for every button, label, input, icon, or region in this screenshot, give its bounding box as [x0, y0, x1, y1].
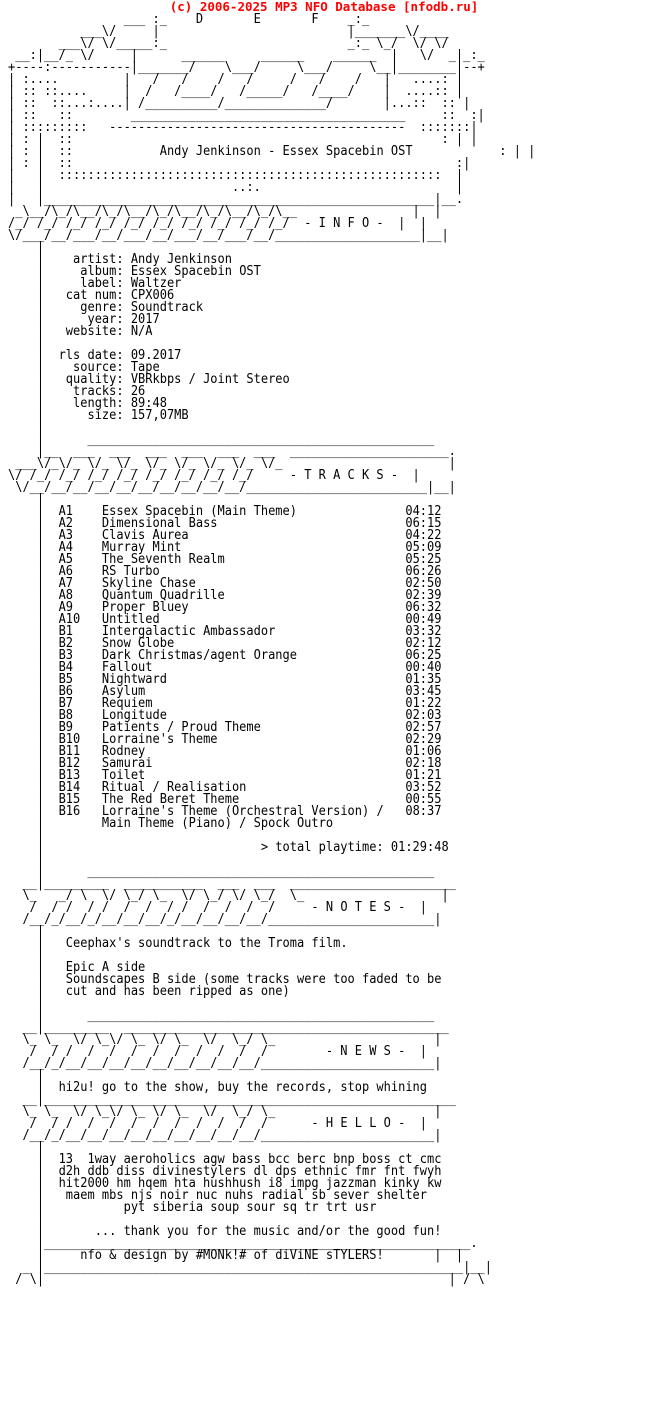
track-number: B13	[58, 768, 102, 783]
track-title: The Red Beret Theme	[101, 792, 406, 807]
track-time: 02:39	[405, 588, 442, 603]
track-time: 06:15	[405, 516, 442, 531]
track-number: A8	[58, 588, 102, 603]
site-banner: (c) 2006-2025 MP3 NFO Database [nfodb.ru]	[169, 0, 479, 14]
greetings-line: d2h ddb diss divinestylers dl dps ethnic fmr fnt fwyh	[58, 1164, 442, 1179]
track-title: Patients / Proud Theme	[101, 720, 406, 735]
track-title: Lorraine's Theme (Orchestral Version) /	[101, 804, 406, 819]
info-label: size:	[58, 408, 124, 423]
track-title: Lorraine's Theme	[101, 732, 406, 747]
info-label: year:	[58, 312, 124, 327]
track-number: A10	[58, 612, 102, 627]
info-value: 2017	[130, 312, 160, 327]
track-number: A3	[58, 528, 102, 543]
track-title: Clavis Aurea	[101, 528, 406, 543]
track-time: 02:03	[405, 708, 442, 723]
info-label: artist:	[58, 252, 124, 267]
track-time: 06:26	[405, 564, 442, 579]
track-title-continued: Main Theme (Piano) / Spock Outro	[101, 816, 334, 831]
track-time: 04:12	[405, 504, 442, 519]
info-value: VBRkbps / Joint Stereo	[130, 372, 290, 387]
info-value: Essex Spacebin OST	[130, 264, 261, 279]
track-time: 00:49	[405, 612, 442, 627]
track-time: 00:55	[405, 792, 442, 807]
track-time: 01:21	[405, 768, 442, 783]
track-number: B14	[58, 780, 102, 795]
info-label: length:	[58, 396, 124, 411]
section-label-info: - I N F O -	[304, 216, 384, 231]
track-title: Nightward	[101, 672, 406, 687]
track-time: 02:12	[405, 636, 442, 651]
info-value: Tape	[130, 360, 160, 375]
info-label: genre:	[58, 300, 124, 315]
track-time: 08:37	[405, 804, 442, 819]
track-time: 02:18	[405, 756, 442, 771]
track-time: 00:40	[405, 660, 442, 675]
track-time: 01:06	[405, 744, 442, 759]
info-label: cat num:	[58, 288, 124, 303]
track-title: Snow Globe	[101, 636, 406, 651]
track-time: 03:32	[405, 624, 442, 639]
track-number: A1	[58, 504, 102, 519]
track-time: 03:52	[405, 780, 442, 795]
track-time: 04:22	[405, 528, 442, 543]
track-number: B12	[58, 756, 102, 771]
track-title: Longitude	[101, 708, 406, 723]
track-time: 02:50	[405, 576, 442, 591]
track-title: Samurai	[101, 756, 406, 771]
track-title: Essex Spacebin (Main Theme)	[101, 504, 406, 519]
track-title: Ritual / Realisation	[101, 780, 406, 795]
track-number: B8	[58, 708, 102, 723]
track-title: Dark Christmas/agent Orange	[101, 648, 406, 663]
track-number: B9	[58, 720, 102, 735]
greetings-line: pyt siberia soup sour sq tr trt usr	[123, 1200, 377, 1215]
info-label: album:	[58, 264, 124, 279]
track-number: B15	[58, 792, 102, 807]
track-number: B10	[58, 732, 102, 747]
track-time: 02:57	[405, 720, 442, 735]
total-playtime: > total playtime: 01:29:48	[260, 840, 449, 855]
track-title: Rodney	[101, 744, 406, 759]
info-value: 26	[130, 384, 146, 399]
track-number: B5	[58, 672, 102, 687]
greetings-line: maem mbs njs noir nuc nuhs radial sb sever shelter	[65, 1188, 428, 1203]
info-label: rls date:	[58, 348, 124, 363]
nfo-text: ___ :_ D E F _:_ ___\/ | |_______\/____ ___\/ \/_____:_ _:_ \_/ \/ \/ __:|__/_ \/ | ______ ______ ______ | \/ _|_:_ +----:-----------|_______/ \___/ \___/ \__|________|--+ | :.... | / / / / / / / | ....: | | :: ::.... | / /____/ /_____/ /____/ | ....:: | | :: ::...:....| /__________/______________/ |...:: :: | | :: :: ______________________________________ :: :| | ::::::::: ----------------------------------------- :::::::| | : | :: : | | | : | :: Andy Jenkinson - Essex Spacebin OST : | | | : | :: :| | | ::::::::::::::::::::::::::::::::::::::::::::::::::::: | | | ..:. | | |______________________________________________________|__. _\__/\_/\__/\_/\__/\_/\__/\_/\__/\_/\__ | | /_/ /_/ /_/ /_/ /_/ /_/ /_/ /_/ /_/ /_/ - I N F O - | | \/___/__/___/__/___/__/___/__/___/__/____________________|__| | | artist: Andy Jenkinson | album: Essex Spacebin OST | label: Waltzer | cat num: CPX006 | genre: Soundtrack | year: 2017 | website: N/A | | rls date: 09.2017 | source: Tape | quality: VBRkbps / Joint Stereo | tracks: 26 | length: 89:48 | size: 157,07MB | | ________________________________________________ |__ ___ ___ ___ ___ ___ ___ ______________________. ___\/_\/_ \/_ \/_ \/_ \/_ \/_ \/_ \/_ | \/ /_/ /_/ /_/ /_/ /_/ /_/ /_/ /_/ - T R A C K S - | \/__/__/__/__/__/__/__/__/__/__/_________________________|__| | | A1 Essex Spacebin (Main Theme) 04:12 | A2 Dimensional Bass 06:15 | A3 Clavis Aurea 04:22 | A4 Murray Mint 05:09 | A5 The Seventh Realm 05:25 | A6 RS Turbo 06:26 | A7 Skyline Chase 02:50 | A8 Quantum Quadrille 02:39 | A9 Proper Bluey 06:32 | A10 Untitled 00:49 | B1 Intergalactic Ambassador 03:32 | B2 Snow Globe 02:12 | B3 Dark Christmas/agent Orange 06:25 | B4 Fallout 00:40 | B5 Nightward 01:35 | B6 Asylum 03:45 | B7 Requiem 01:22 | B8 Longitude 02:03 | B9 Patients / Proud Theme 02:57 | B10 Lorraine's Theme 02:29 | B11 Rodney 01:06 | B12 Samurai 02:18 | B13 Toilet 01:21 | B14 Ritual / Realisation 03:52 | B15 The Red Beret Theme 00:55 | B16 Lorraine's Theme (Orchestral Version) / 08:37 | Main Theme (Piano) / Spock Outro | | > total playtime: 01:29:48 | | ________________________________________________ __|_________ ___________ ___ ___ _______________________ \_ _/ \ \/ \_/ \_ \/ \_/ \/ \_/ \_ | / / / / / / / / / / / / / - N O T E S - | /__/_/__/_/__/__/__/_/__/__/__/__/_______________________| | | Ceephax's soundtrack to the Troma film. | | Epic A side | Soundscapes B side (some tracks were too faded to be | cut and has been ripped as one) | | ________________________________________________ __|_________ _____________________________________________ \_ \_ \/ \_\/ \_ \/ \_ \/ \_/ \_ | / / / / / / / / / / / / - N E W S - | /__/_/__/__/__/__/__/__/__/__/__/________________________| | | hi2u! go to the show, buy the records, stop whining __|_________________________________________________________ \_ \_ \/ \_\/ \_ \/ \_ \/ \_/ \_ | / / / / / / / / / / / / - H E L L O - | /__/_/__/__/__/__/__/__/__/__/__/________________________| | | 13 1way aeroholics agw bass bcc berc bnp boss ct cmc | d2h ddb diss divinestylers dl dps ethnic fmr fnt fwyh | hit2000 hm hqem hta hushhush i8 impg jazzman kinky kw | maem mbs njs noir nuc nuhs radial sb sever shelter | pyt siberia soup sour sq tr trt usr | | ... thank you for the music and/or the good fun! |___________________________________________________________. | nfo & design by #MONk!# of diViNE sTYLERS! | | _ |__________________________________________________________|__| / \| | / \	[8, 12, 536, 1287]
track-title: Toilet	[101, 768, 406, 783]
track-number: B4	[58, 660, 102, 675]
info-label: tracks:	[58, 384, 124, 399]
info-value: 09.2017	[130, 348, 182, 363]
track-number: A4	[58, 540, 102, 555]
notes-line: Soundscapes B side (some tracks were too faded to be	[65, 972, 442, 987]
thanks-line: ... thank you for the music and/or the good fun!	[94, 1224, 442, 1239]
track-time: 06:25	[405, 648, 442, 663]
track-number: A5	[58, 552, 102, 567]
track-time: 02:29	[405, 732, 442, 747]
notes-line: cut and has been ripped as one)	[65, 984, 290, 999]
info-label: website:	[58, 324, 124, 339]
track-number: B1	[58, 624, 102, 639]
track-title: Requiem	[101, 696, 406, 711]
track-number: A2	[58, 516, 102, 531]
track-title: Quantum Quadrille	[101, 588, 406, 603]
info-label: quality:	[58, 372, 124, 387]
track-number: B2	[58, 636, 102, 651]
track-title: Skyline Chase	[101, 576, 406, 591]
track-time: 05:09	[405, 540, 442, 555]
track-time: 01:35	[405, 672, 442, 687]
track-number: B6	[58, 684, 102, 699]
track-number: A7	[58, 576, 102, 591]
info-label: source:	[58, 360, 124, 375]
notes-line: Ceephax's soundtrack to the Troma film.	[65, 936, 348, 951]
info-value: CPX006	[130, 288, 175, 303]
track-title: Untitled	[101, 612, 406, 627]
news-line: hi2u! go to the show, buy the records, stop whining	[58, 1080, 428, 1095]
track-title: Dimensional Bass	[101, 516, 406, 531]
release-title: Andy Jenkinson - Essex Spacebin OST	[159, 144, 413, 159]
track-number: A9	[58, 600, 102, 615]
info-value: Waltzer	[130, 276, 182, 291]
track-number: B7	[58, 696, 102, 711]
track-number: B3	[58, 648, 102, 663]
track-number: B16	[58, 804, 102, 819]
track-time: 05:25	[405, 552, 442, 567]
track-title: Asylum	[101, 684, 406, 699]
track-title: The Seventh Realm	[101, 552, 406, 567]
section-label-hello: - H E L L O -	[311, 1116, 406, 1131]
info-label: label:	[58, 276, 124, 291]
track-title: RS Turbo	[101, 564, 406, 579]
track-time: 01:22	[405, 696, 442, 711]
section-label-notes: - N O T E S -	[311, 900, 406, 915]
info-value: 157,07MB	[130, 408, 189, 423]
track-title: Intergalactic Ambassador	[101, 624, 406, 639]
greetings-line: 13 1way aeroholics agw bass bcc berc bnp boss ct cmc	[58, 1152, 442, 1167]
track-number: A6	[58, 564, 102, 579]
info-value: 89:48	[130, 396, 167, 411]
greetings-line: hit2000 hm hqem hta hushhush i8 impg jazzman kinky kw	[58, 1176, 442, 1191]
section-label-news: - N E W S -	[325, 1044, 406, 1059]
notes-line: Epic A side	[65, 960, 146, 975]
section-label-tracks: - T R A C K S -	[289, 468, 399, 483]
track-title: Murray Mint	[101, 540, 406, 555]
track-title: Fallout	[101, 660, 406, 675]
info-value: Soundtrack	[130, 300, 204, 315]
track-number: B11	[58, 744, 102, 759]
track-title: Proper Bluey	[101, 600, 406, 615]
track-time: 06:32	[405, 600, 442, 615]
info-value: N/A	[130, 324, 153, 339]
track-time: 03:45	[405, 684, 442, 699]
design-credit: nfo & design by #MONk!# of diViNE sTYLERS!	[80, 1248, 384, 1263]
info-value: Andy Jenkinson	[130, 252, 232, 267]
